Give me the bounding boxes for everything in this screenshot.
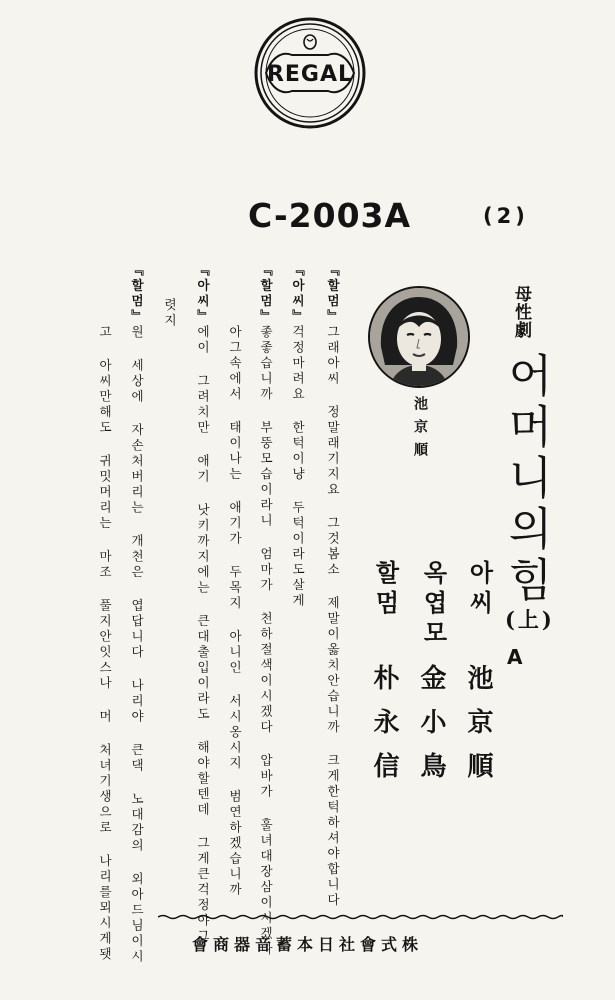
cast-actor: 金小鳥: [416, 664, 446, 796]
dialogue-line: 『아씨』에이 그려치만 애기 낫키까지에는 큰대출입이라도 해야할텐데 그게큰걱정야그: [195, 263, 211, 945]
dialogue-line: 『할멈』원 세상에 자손처버리는 개천은 엽답니다 나리야 큰댁 노대감의 외아드님이시: [129, 263, 145, 965]
play-title: 어머니의힘: [500, 352, 553, 607]
dialogue-line: 아그속에서 태이나는 애기가 두목지 아니인 서시옹시지 범연하겠습니까: [227, 325, 243, 898]
cast-role: 옥엽모: [419, 560, 448, 650]
logo-brand-text: REGAL: [266, 62, 354, 87]
publisher-footer: 會商器音蓄本日社會式株: [192, 935, 424, 954]
cast-role: 할멈: [371, 560, 400, 620]
regal-logo: [252, 15, 368, 131]
dialogue-line: 고 아씨만해도 귀밋머리는 마조 풀지안잇스나 머 처녀기생으로 나리를뫼시게됏: [97, 325, 113, 963]
cast-actor: 池京順: [463, 664, 493, 796]
cast-actor: 朴永信: [369, 664, 399, 796]
catalog-number: C-2003A: [248, 196, 412, 235]
genre-label: 母性劇: [511, 285, 531, 339]
part-label: (上): [505, 607, 555, 632]
dialogue-line: 『할멈』좋좋습니까 부뚱모습이라니 엄마가 천하절색이시겠다 압바가 훌녀대장삼이시겠다: [258, 263, 274, 958]
dialogue-line: 렷지: [162, 298, 178, 329]
dialogue-line: 『아씨』걱정마려요 한턱이냥 두턱이라도살게: [290, 263, 306, 609]
cast-role: 아씨: [465, 560, 494, 620]
portrait-photo: [367, 285, 471, 389]
side-letter: A: [507, 645, 523, 669]
photo-caption: 池京順: [412, 396, 428, 465]
dialogue-line: 『할멈』그래아씨 정말래기지요 그것봄소 제말이옳치안습니까 크게한턱하셔야합니다: [325, 263, 341, 909]
side-marker: (2): [483, 204, 529, 228]
footer-divider: [158, 914, 563, 920]
